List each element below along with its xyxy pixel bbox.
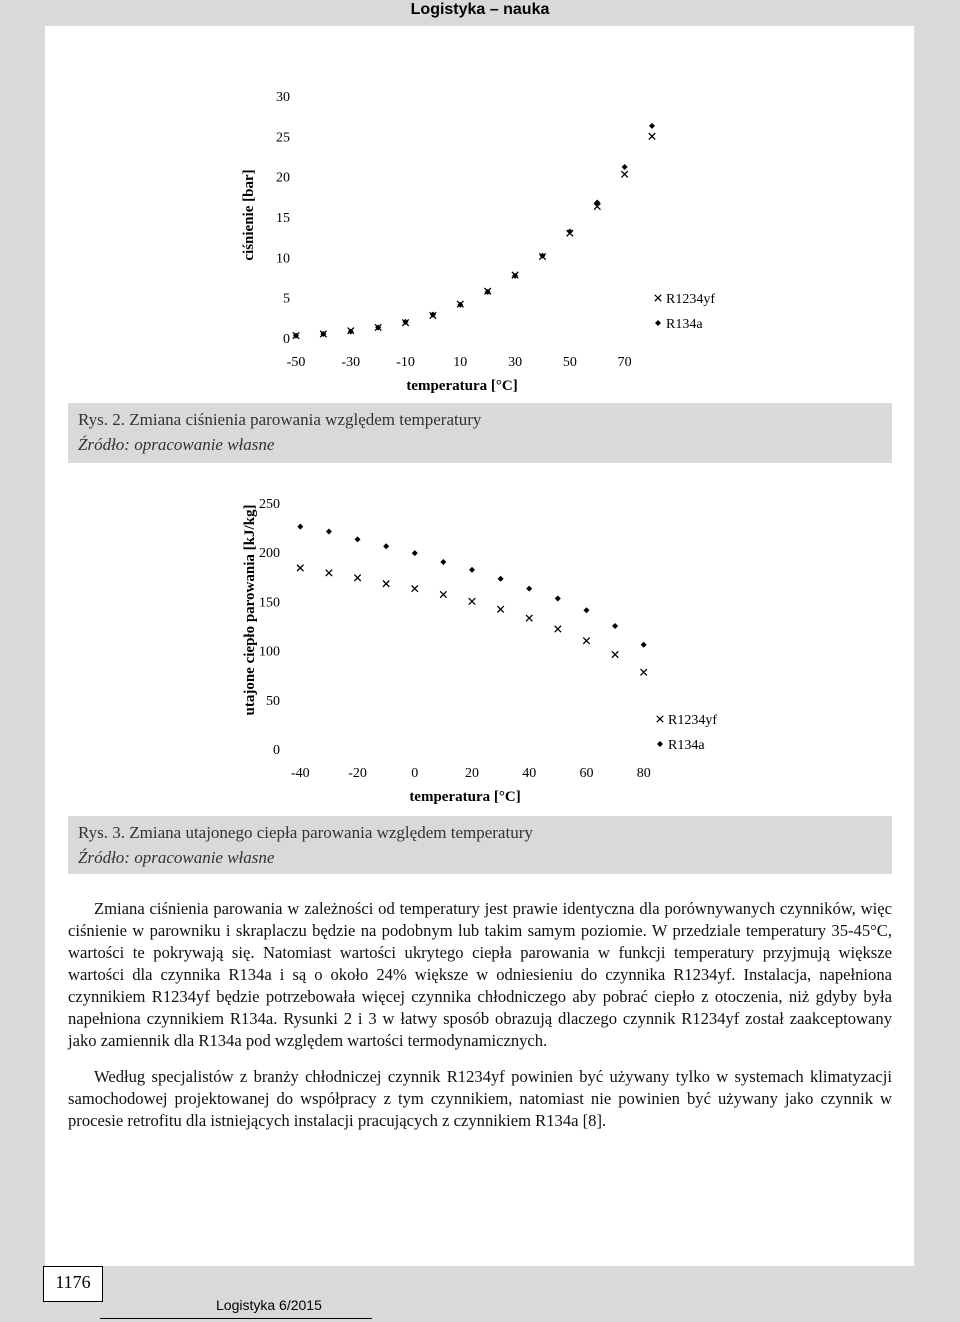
latent-heat-chart (0, 490, 960, 815)
data-point (354, 575, 360, 581)
x-axis-label: temperatura [°C] (409, 789, 521, 805)
data-point (649, 123, 655, 129)
running-header: Logistyka – nauka (410, 1, 550, 18)
y-tick-label: 25 (276, 130, 290, 146)
legend-marker (655, 320, 661, 326)
footer-rule (100, 1318, 372, 1319)
x-tick-label: 80 (636, 766, 651, 781)
x-tick-label: -20 (348, 766, 367, 781)
data-point (469, 598, 475, 604)
figure-3-caption (68, 816, 892, 874)
y-tick-label: 0 (273, 743, 280, 758)
legend-marker (657, 741, 663, 747)
x-tick-label: 10 (453, 355, 468, 370)
y-tick-label: 5 (283, 291, 290, 307)
data-point (612, 651, 618, 657)
figure-2-source: Źródło: opracowanie własne (78, 435, 275, 454)
x-tick-label: 50 (562, 355, 577, 370)
data-point (297, 524, 303, 530)
data-point (583, 638, 589, 644)
data-point (412, 550, 418, 556)
y-tick-label: 50 (266, 693, 280, 709)
data-point (440, 591, 446, 597)
x-tick-label: -10 (396, 355, 415, 370)
y-tick-label: 20 (276, 170, 290, 186)
body-text (68, 898, 892, 1146)
y-tick-label: 150 (259, 595, 280, 611)
data-point (326, 529, 332, 535)
y-tick-label: 10 (276, 251, 290, 267)
paragraph-1: Zmiana ciśnienia parowania w zależności od temperatury jest prawie identyczna dla porównywanych czynników, więc ciśnienie w parowniku i skraplaczu będzie na podobnym lub takim samym poziomie. W przedziale temperatury 35-45°C, wartości te pokrywają się. Natomiast wartości ukrytego ciepła parowania w funkcji temperatury przyjmują większe wartości dla czynnika R134a i są o około 24% większe w odniesieniu do czynnika R1234yf. Instalacja, napełniona czynnikiem R1234yf będzie potrzebowała więcej czynnika chłodniczego aby pobrać ciepło z otoczenia, niż gdyby była napełniona czynnikiem R134a. Rysunki 2 i 3 w łatwy sposób obrazują dlaczego czynnik R1234yf został zaakceptowany jako zamiennik dla R134a pod względem wartości termodynamicznych. (68, 899, 892, 1050)
data-point (612, 623, 618, 629)
y-tick-label: 250 (259, 497, 280, 512)
y-tick-label: 200 (259, 546, 280, 562)
legend-marker (657, 716, 663, 722)
data-point (567, 229, 573, 235)
data-point (412, 585, 418, 591)
data-point (498, 576, 504, 582)
figure-2-title: Rys. 2. Zmiana ciśnienia parowania względem temperatury (78, 410, 482, 429)
data-point (555, 595, 561, 601)
data-point (383, 543, 389, 549)
y-axis-label: ciśnienie [bar] (241, 169, 257, 261)
x-tick-label: -50 (286, 355, 306, 370)
y-tick-label: 100 (259, 644, 280, 660)
x-tick-label: 60 (579, 766, 594, 781)
y-axis-label: utajone ciepło parowania [kJ/kg] (242, 504, 258, 716)
data-point (526, 586, 532, 592)
page-number: 1176 (43, 1266, 103, 1302)
data-point (326, 570, 332, 576)
x-tick-label: 70 (617, 355, 632, 370)
x-tick-label: 40 (522, 766, 537, 781)
data-point (526, 615, 532, 621)
data-point (469, 567, 475, 573)
data-point (497, 606, 503, 612)
data-point (641, 642, 647, 648)
data-point (583, 607, 589, 613)
data-point (555, 626, 561, 632)
legend-marker (655, 295, 661, 301)
data-point (649, 133, 655, 139)
figure-3-title: Rys. 3. Zmiana utajonego ciepła parowania względem temperatury (78, 823, 533, 842)
legend-label: R134a (668, 738, 705, 753)
figure-3-source: Źródło: opracowanie własne (78, 848, 275, 867)
x-tick-label: 20 (465, 766, 479, 781)
journal-footer: Logistyka 6/2015 (216, 1297, 322, 1313)
data-point (622, 164, 628, 170)
data-point (297, 565, 303, 571)
legend-label: R1234yf (668, 713, 717, 728)
y-tick-label: 15 (276, 211, 290, 226)
x-tick-label: 30 (508, 355, 523, 370)
x-tick-label: 0 (411, 766, 419, 781)
pressure-chart (0, 80, 960, 400)
x-tick-label: -30 (341, 355, 361, 370)
data-point (640, 669, 646, 675)
legend-label: R1234yf (666, 292, 715, 307)
x-axis-label: temperatura [°C] (406, 378, 518, 394)
data-point (355, 536, 361, 542)
y-tick-label: 0 (283, 332, 290, 347)
legend-label: R134a (666, 317, 703, 332)
data-point (440, 559, 446, 565)
data-point (383, 580, 389, 586)
figure-2-caption (68, 403, 892, 463)
paragraph-2: Według specjalistów z branży chłodniczej czynnik R1234yf powinien być używany tylko w systemach klimatyzacji samochodowej projektowanej do współpracy z tym czynnikiem, natomiast nie powinien być używany jako czynnik w procesie retrofitu dla istniejących instalacji pracujących z czynnikiem R134a [8]. (68, 1067, 892, 1130)
y-tick-label: 30 (276, 90, 290, 105)
x-tick-label: -40 (290, 766, 310, 781)
data-point (621, 171, 627, 177)
